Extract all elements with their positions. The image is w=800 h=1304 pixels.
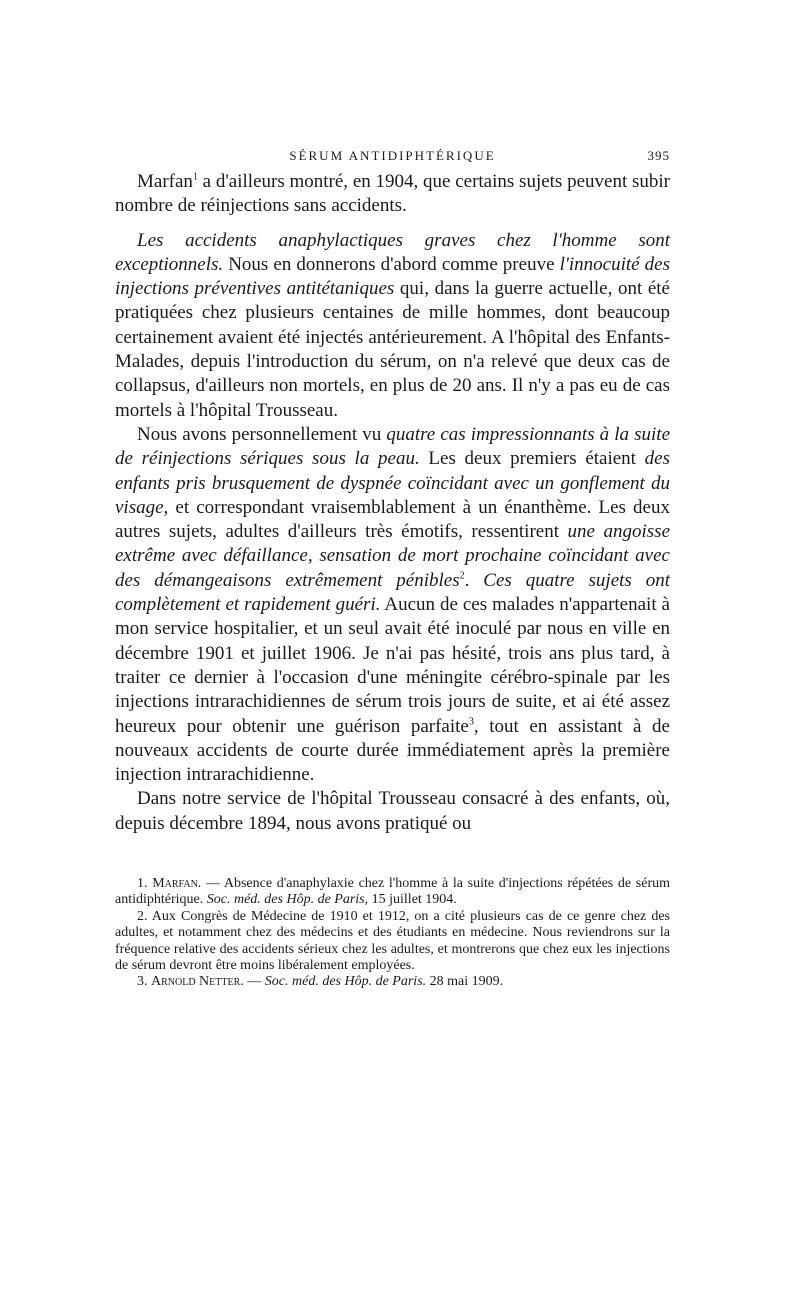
paragraph-2	[115, 229, 670, 423]
footnote-source: Soc. méd. des Hôp. de Paris,	[206, 892, 369, 908]
footnotes	[115, 876, 670, 991]
footnote-number: 1.	[137, 876, 153, 892]
running-head	[115, 148, 670, 170]
page-number: 395	[647, 148, 670, 163]
italic-run: l'innocuité des injections préventives antitétaniques	[115, 253, 670, 300]
footnote-3	[115, 974, 670, 990]
italic-run: quatre cas impressionnants à la suite de réinjections sériques sous la peau.	[115, 423, 670, 470]
footnote-source: Soc. méd. des Hôp. de Paris.	[264, 974, 427, 990]
text-run: qui, dans la guerre actuelle, ont été pratiquées chez plusieurs centaines de mille hommes, dont beaucoup certainement avaient été injectés antérieurement. A l'hôpital des Enfants-Malades, depuis l'introduction du sérum, on n'a relevé que deux cas de collapsus, d'ailleurs non mortels, en plus de 20 ans. Il n'y a pas eu de cas mortels à l'hôpital Trousseau.	[115, 278, 670, 421]
footnote-text: —	[243, 974, 265, 990]
footnote-ref-3: 3	[468, 716, 474, 728]
footnote-date: 15 juillet 1904.	[368, 892, 457, 908]
text-run: , tout en assistant à de nouveaux accidents de courte durée immédiatement après la première injection intrarachidienne.	[115, 715, 670, 786]
text-run: et correspondant vraisemblablement à un énanthème. Les deux autres sujets, adultes d'ailleurs très émotifs, ressentirent	[115, 496, 670, 543]
page	[115, 148, 670, 991]
footnote-2	[115, 909, 670, 975]
footnote-number: 3.	[137, 974, 151, 990]
text-run: Nous avons personnellement vu	[137, 423, 387, 445]
footnote-text: — Absence d'anaphylaxie chez l'homme à la suite d'injections répétées de sérum antidiphtérique.	[115, 876, 671, 908]
text-run: Dans notre service de l'hôpital Trousseau consacré à des enfants, où, depuis décembre 1894, nous avons pratiqué ou	[115, 788, 670, 834]
text-run: .	[464, 569, 484, 591]
paragraph-4	[115, 787, 670, 836]
italic-run: une angoisse extrême avec défaillance, sensation de mort prochaine coïncidant avec des démangeaisons extrêmement pénibles	[115, 521, 670, 591]
text-run: a d'ailleurs montré, en 1904, que certains sujets peuvent subir nombre de réinjections sans accidents.	[115, 171, 670, 217]
body-text	[115, 170, 670, 836]
footnote-ref-2: 2	[459, 570, 465, 582]
paragraph-3	[115, 423, 670, 787]
footnote-ref-1: 1	[192, 171, 198, 183]
footnote-date: 28 mai 1909.	[426, 974, 504, 990]
running-title: SÉRUM ANTIDIPHTÉRIQUE	[289, 148, 496, 163]
footnote-author: Marfan.	[152, 876, 202, 892]
text-run: Marfan	[137, 171, 193, 192]
text-run: Aucun de ces malades n'appartenait à mon service hospitalier, et un seul avait été inoculé par nous en ville en décembre 1901 et juillet 1906. Je n'ai pas hésité, trois ans plus tard, à traiter ce dernier à l'occasion d'une méningite cérébro-spinale par les injections intrarachidiennes de sérum trois jours de suite, et ai été assez heureux pour obtenir une guérison parfaite	[115, 594, 670, 737]
italic-run: des enfants pris brusquement de dyspnée coïncidant avec un gonflement du visage,	[115, 448, 670, 518]
footnote-author: Arnold Netter.	[151, 974, 244, 990]
italic-run: Les accidents anaphylactiques graves chez l'homme sont exceptionnels.	[115, 229, 670, 275]
text-run: Nous en donnerons d'abord comme preuve	[223, 253, 560, 275]
paragraph-1	[115, 170, 670, 219]
text-run: Les deux premiers étaient	[419, 448, 645, 470]
italic-run: Ces quatre sujets ont complètement et rapidement guéri.	[115, 569, 671, 616]
footnote-1	[115, 876, 670, 909]
footnote-text: 2. Aux Congrès de Médecine de 1910 et 1912, on a cité plusieurs cas de ce genre chez des adultes, et notamment chez des médecins et des étudiants en médecine. Nous reviendrons sur la fréquence relative des accidents sérieux chez les adultes, et montrerons que chez eux les injections de sérum devront être moins libéralement employées.	[115, 908, 670, 974]
